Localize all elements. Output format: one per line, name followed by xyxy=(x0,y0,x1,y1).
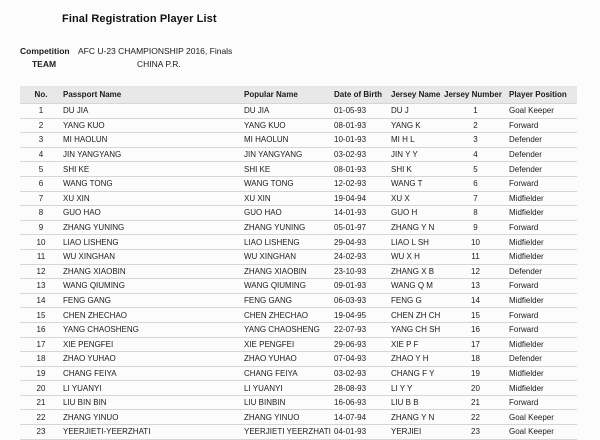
cell-jersey-name: MI H L xyxy=(390,133,443,148)
cell-passport-name: WANG TONG xyxy=(62,176,243,191)
table-row xyxy=(20,395,577,410)
table-row xyxy=(20,366,577,381)
cell-passport-name: XU XIN xyxy=(62,191,243,206)
cell-passport-name: ZHANG YINUO xyxy=(62,410,243,425)
cell-popular-name: CHEN ZHECHAO xyxy=(243,308,333,323)
cell-no: 1 xyxy=(20,104,62,119)
cell-popular-name: WU XINGHAN xyxy=(243,249,333,264)
table-row xyxy=(20,322,577,337)
cell-date-of-birth: 04-01-93 xyxy=(333,425,390,440)
cell-player-position: Defender xyxy=(508,133,577,148)
cell-passport-name: ZHANG YUNING xyxy=(62,220,243,235)
cell-jersey-number: 20 xyxy=(443,381,508,396)
player-table-body xyxy=(20,104,577,440)
table-row xyxy=(20,264,577,279)
cell-player-position: Forward xyxy=(508,322,577,337)
cell-date-of-birth: 01-05-93 xyxy=(333,104,390,119)
cell-player-position: Goal Keeper xyxy=(508,410,577,425)
cell-jersey-number: 2 xyxy=(443,118,508,133)
cell-jersey-name: ZHAO Y H xyxy=(390,352,443,367)
cell-player-position: Goal Keeper xyxy=(508,425,577,440)
cell-player-position: Midfielder xyxy=(508,235,577,250)
cell-date-of-birth: 14-01-93 xyxy=(333,206,390,221)
cell-passport-name: WANG QIUMING xyxy=(62,279,243,294)
cell-jersey-number: 21 xyxy=(443,395,508,410)
cell-no: 17 xyxy=(20,337,62,352)
cell-no: 16 xyxy=(20,322,62,337)
cell-date-of-birth: 03-02-93 xyxy=(333,147,390,162)
cell-passport-name: LIU BIN BIN xyxy=(62,395,243,410)
competition-label: Competition xyxy=(20,45,70,56)
cell-jersey-number: 8 xyxy=(443,206,508,221)
cell-no: 15 xyxy=(20,308,62,323)
cell-date-of-birth: 12-02-93 xyxy=(333,176,390,191)
cell-popular-name: LI YUANYI xyxy=(243,381,333,396)
cell-popular-name: YANG CHAOSHENG xyxy=(243,322,333,337)
cell-jersey-number: 7 xyxy=(443,191,508,206)
cell-jersey-number: 3 xyxy=(443,133,508,148)
cell-no: 12 xyxy=(20,264,62,279)
cell-date-of-birth: 29-04-93 xyxy=(333,235,390,250)
cell-popular-name: YEERJIETI YEERZHATI xyxy=(243,425,333,440)
cell-popular-name: XU XIN xyxy=(243,191,333,206)
cell-passport-name: GUO HAO xyxy=(62,206,243,221)
cell-jersey-name: XIE P F xyxy=(390,337,443,352)
cell-passport-name: WU XINGHAN xyxy=(62,249,243,264)
table-row xyxy=(20,293,577,308)
cell-date-of-birth: 29-06-93 xyxy=(333,337,390,352)
cell-player-position: Midfielder xyxy=(508,381,577,396)
cell-popular-name: LIU BINBIN xyxy=(243,395,333,410)
cell-jersey-name: GUO H xyxy=(390,206,443,221)
cell-popular-name: ZHAO YUHAO xyxy=(243,352,333,367)
cell-no: 23 xyxy=(20,425,62,440)
table-row xyxy=(20,425,577,440)
cell-no: 14 xyxy=(20,293,62,308)
cell-date-of-birth: 19-04-95 xyxy=(333,308,390,323)
table-row xyxy=(20,206,577,221)
cell-jersey-name: CHANG F Y xyxy=(390,366,443,381)
cell-jersey-name: XU X xyxy=(390,191,443,206)
cell-no: 19 xyxy=(20,366,62,381)
competition-row xyxy=(20,44,232,57)
cell-date-of-birth: 07-04-93 xyxy=(333,352,390,367)
cell-player-position: Forward xyxy=(508,279,577,294)
table-row xyxy=(20,381,577,396)
cell-player-position: Forward xyxy=(508,308,577,323)
cell-date-of-birth: 09-01-93 xyxy=(333,279,390,294)
cell-date-of-birth: 19-04-94 xyxy=(333,191,390,206)
cell-jersey-name: WANG Q M xyxy=(390,279,443,294)
player-table xyxy=(20,86,577,440)
cell-popular-name: ZHANG YINUO xyxy=(243,410,333,425)
cell-passport-name: CHEN ZHECHAO xyxy=(62,308,243,323)
cell-date-of-birth: 03-02-93 xyxy=(333,366,390,381)
cell-passport-name: YANG CHAOSHENG xyxy=(62,322,243,337)
cell-date-of-birth: 22-07-93 xyxy=(333,322,390,337)
cell-date-of-birth: 05-01-97 xyxy=(333,220,390,235)
cell-jersey-number: 16 xyxy=(443,322,508,337)
cell-passport-name: YANG KUO xyxy=(62,118,243,133)
cell-popular-name: JIN YANGYANG xyxy=(243,147,333,162)
cell-jersey-name: JIN Y Y xyxy=(390,147,443,162)
cell-no: 20 xyxy=(20,381,62,396)
table-row xyxy=(20,220,577,235)
page-title: Final Registration Player List xyxy=(62,13,217,25)
column-header: Jersey Name xyxy=(390,86,443,104)
cell-no: 7 xyxy=(20,191,62,206)
cell-date-of-birth: 10-01-93 xyxy=(333,133,390,148)
cell-passport-name: YEERJIETI-YEERZHATI xyxy=(62,425,243,440)
cell-no: 10 xyxy=(20,235,62,250)
column-header: Date of Birth xyxy=(333,86,390,104)
cell-date-of-birth: 28-08-93 xyxy=(333,381,390,396)
cell-date-of-birth: 06-03-93 xyxy=(333,293,390,308)
cell-jersey-number: 4 xyxy=(443,147,508,162)
cell-jersey-number: 12 xyxy=(443,264,508,279)
cell-jersey-name: LI Y Y xyxy=(390,381,443,396)
table-row xyxy=(20,352,577,367)
cell-passport-name: ZHANG XIAOBIN xyxy=(62,264,243,279)
column-header: Player Position xyxy=(508,86,577,104)
cell-player-position: Midfielder xyxy=(508,366,577,381)
cell-no: 18 xyxy=(20,352,62,367)
table-row xyxy=(20,249,577,264)
competition-value: AFC U-23 CHAMPIONSHIP 2016, Finals xyxy=(78,45,233,56)
cell-jersey-name: WU X H xyxy=(390,249,443,264)
cell-popular-name: CHANG FEIYA xyxy=(243,366,333,381)
cell-player-position: Defender xyxy=(508,147,577,162)
cell-no: 4 xyxy=(20,147,62,162)
cell-jersey-name: YANG CH SH xyxy=(390,322,443,337)
table-row xyxy=(20,279,577,294)
cell-jersey-name: DU J xyxy=(390,104,443,119)
cell-popular-name: YANG KUO xyxy=(243,118,333,133)
cell-player-position: Defender xyxy=(508,264,577,279)
cell-passport-name: SHI KE xyxy=(62,162,243,177)
cell-jersey-number: 10 xyxy=(443,235,508,250)
table-row xyxy=(20,176,577,191)
cell-passport-name: DU JIA xyxy=(62,104,243,119)
cell-jersey-name: YANG K xyxy=(390,118,443,133)
cell-popular-name: WANG TONG xyxy=(243,176,333,191)
cell-player-position: Midfielder xyxy=(508,249,577,264)
table-row xyxy=(20,308,577,323)
table-row xyxy=(20,104,577,119)
cell-player-position: Midfielder xyxy=(508,206,577,221)
cell-jersey-name: CHEN ZH CH xyxy=(390,308,443,323)
cell-jersey-number: 17 xyxy=(443,337,508,352)
cell-jersey-number: 14 xyxy=(443,293,508,308)
cell-player-position: Defender xyxy=(508,352,577,367)
cell-player-position: Forward xyxy=(508,176,577,191)
cell-popular-name: GUO HAO xyxy=(243,206,333,221)
cell-jersey-name: LIAO L SH xyxy=(390,235,443,250)
cell-popular-name: ZHANG YUNING xyxy=(243,220,333,235)
cell-popular-name: XIE PENGFEI xyxy=(243,337,333,352)
cell-jersey-number: 11 xyxy=(443,249,508,264)
cell-date-of-birth: 24-02-93 xyxy=(333,249,390,264)
cell-jersey-name: SHI K xyxy=(390,162,443,177)
cell-date-of-birth: 08-01-93 xyxy=(333,118,390,133)
cell-jersey-name: ZHANG X B xyxy=(390,264,443,279)
column-header: Jersey Number xyxy=(443,86,508,104)
cell-no: 13 xyxy=(20,279,62,294)
table-row xyxy=(20,133,577,148)
cell-popular-name: FENG GANG xyxy=(243,293,333,308)
cell-passport-name: JIN YANGYANG xyxy=(62,147,243,162)
cell-passport-name: FENG GANG xyxy=(62,293,243,308)
cell-popular-name: WANG QIUMING xyxy=(243,279,333,294)
cell-no: 21 xyxy=(20,395,62,410)
cell-player-position: Midfielder xyxy=(508,337,577,352)
cell-passport-name: XIE PENGFEI xyxy=(62,337,243,352)
cell-popular-name: DU JIA xyxy=(243,104,333,119)
cell-no: 2 xyxy=(20,118,62,133)
cell-player-position: Forward xyxy=(508,395,577,410)
cell-jersey-number: 1 xyxy=(443,104,508,119)
cell-date-of-birth: 23-10-93 xyxy=(333,264,390,279)
table-row xyxy=(20,235,577,250)
cell-player-position: Midfielder xyxy=(508,191,577,206)
cell-jersey-name: WANG T xyxy=(390,176,443,191)
cell-no: 9 xyxy=(20,220,62,235)
cell-passport-name: LIAO LISHENG xyxy=(62,235,243,250)
cell-no: 11 xyxy=(20,249,62,264)
cell-passport-name: CHANG FEIYA xyxy=(62,366,243,381)
cell-jersey-number: 6 xyxy=(443,176,508,191)
cell-jersey-name: ZHANG Y N xyxy=(390,410,443,425)
table-row xyxy=(20,191,577,206)
table-row xyxy=(20,410,577,425)
cell-player-position: Forward xyxy=(508,118,577,133)
cell-player-position: Forward xyxy=(508,220,577,235)
cell-no: 5 xyxy=(20,162,62,177)
table-row xyxy=(20,147,577,162)
column-header: No. xyxy=(20,86,62,104)
cell-jersey-number: 22 xyxy=(443,410,508,425)
cell-player-position: Defender xyxy=(508,162,577,177)
cell-jersey-number: 18 xyxy=(443,352,508,367)
cell-jersey-number: 5 xyxy=(443,162,508,177)
cell-jersey-name: YERJIEI xyxy=(390,425,443,440)
team-row xyxy=(20,57,232,70)
cell-date-of-birth: 08-01-93 xyxy=(333,162,390,177)
cell-passport-name: LI YUANYI xyxy=(62,381,243,396)
cell-no: 6 xyxy=(20,176,62,191)
header-row xyxy=(20,86,577,104)
cell-jersey-number: 9 xyxy=(443,220,508,235)
cell-popular-name: ZHANG XIAOBIN xyxy=(243,264,333,279)
column-header: Passport Name xyxy=(62,86,243,104)
meta-block xyxy=(20,44,232,70)
table-row xyxy=(20,337,577,352)
cell-no: 22 xyxy=(20,410,62,425)
cell-jersey-number: 13 xyxy=(443,279,508,294)
player-table-header xyxy=(20,86,577,104)
cell-jersey-number: 23 xyxy=(443,425,508,440)
cell-jersey-name: FENG G xyxy=(390,293,443,308)
cell-passport-name: MI HAOLUN xyxy=(62,133,243,148)
cell-no: 3 xyxy=(20,133,62,148)
cell-date-of-birth: 16-06-93 xyxy=(333,395,390,410)
cell-passport-name: ZHAO YUHAO xyxy=(62,352,243,367)
table-row xyxy=(20,118,577,133)
cell-popular-name: MI HAOLUN xyxy=(243,133,333,148)
cell-player-position: Midfielder xyxy=(508,293,577,308)
cell-popular-name: LIAO LISHENG xyxy=(243,235,333,250)
cell-popular-name: SHI KE xyxy=(243,162,333,177)
cell-no: 8 xyxy=(20,206,62,221)
team-label: TEAM xyxy=(31,58,57,69)
cell-jersey-name: ZHANG Y N xyxy=(390,220,443,235)
cell-player-position: Goal Keeper xyxy=(508,104,577,119)
cell-jersey-number: 19 xyxy=(443,366,508,381)
cell-date-of-birth: 14-07-94 xyxy=(333,410,390,425)
cell-jersey-name: LIU B B xyxy=(390,395,443,410)
cell-jersey-number: 15 xyxy=(443,308,508,323)
table-row xyxy=(20,162,577,177)
team-value: CHINA P.R. xyxy=(137,58,181,69)
column-header: Popular Name xyxy=(243,86,333,104)
